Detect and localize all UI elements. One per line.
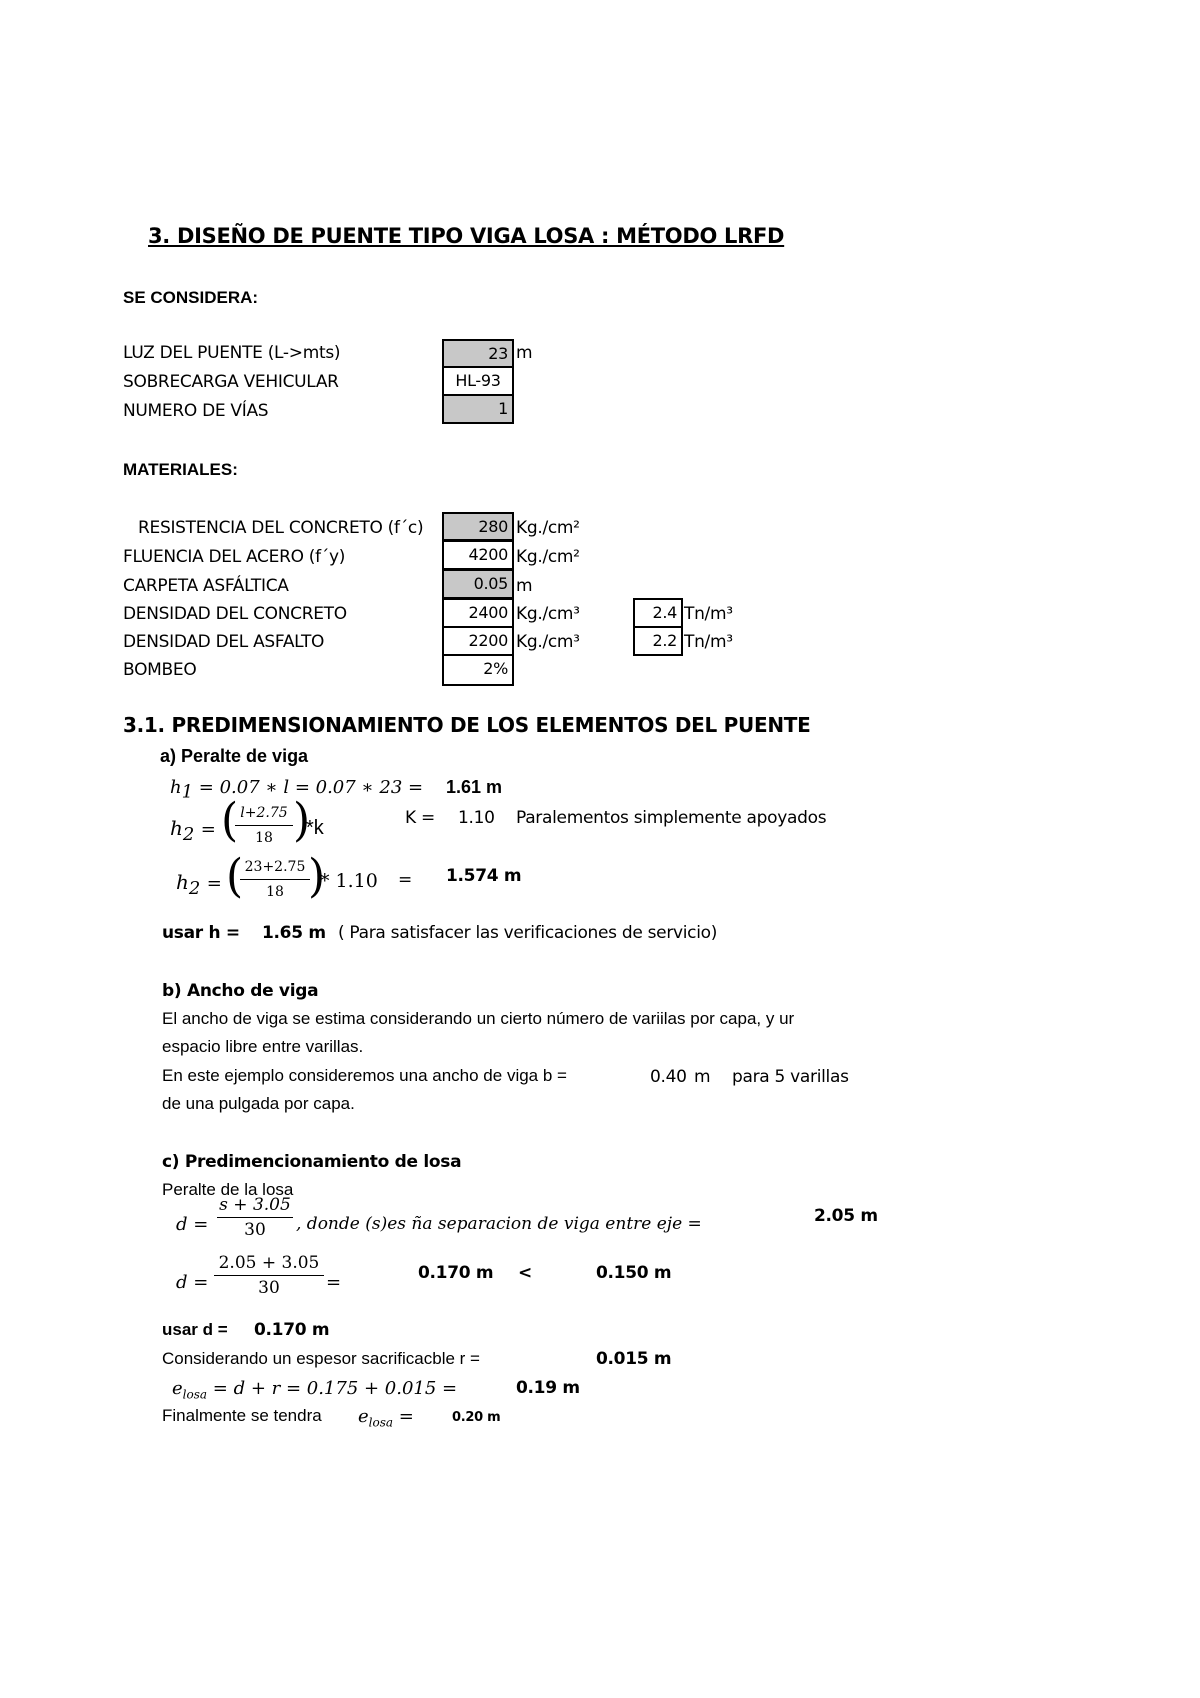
concreto-value-cell[interactable]: 280	[442, 512, 514, 541]
densidad-concreto-tn-cell[interactable]: 2.4	[633, 598, 683, 628]
usar-h-label: usar h =	[162, 923, 240, 943]
b-value: 0.40	[650, 1067, 687, 1087]
b-line3: En este ejemplo consideremos una ancho de viga b =	[162, 1066, 567, 1085]
h2-k: *k	[306, 817, 324, 839]
h2b-paren-right: )	[308, 849, 326, 904]
b-line1: El ancho de viga se estima considerando un cierto número de variilas por capa, y ur	[162, 1009, 795, 1028]
carpeta-value-cell[interactable]: 0.05	[442, 569, 514, 599]
final-value: 0.20 m	[452, 1410, 501, 1425]
k-value: 1.10	[458, 808, 495, 828]
c-heading: c) Predimencionamiento de losa	[162, 1152, 462, 1172]
h2b-eq: =	[398, 870, 412, 890]
bombeo-label: BOMBEO	[123, 660, 197, 680]
acero-unit: Kg./cm²	[516, 547, 580, 567]
concreto-label: RESISTENCIA DEL CONCRETO (f´c)	[138, 518, 424, 538]
usar-d-label: usar d =	[162, 1320, 228, 1339]
usar-d-value: 0.170 m	[254, 1320, 330, 1340]
carpeta-unit: m	[516, 576, 533, 596]
d1-value: 2.05 m	[814, 1206, 878, 1226]
final-e-losa: $e_{losa}$ =	[358, 1406, 414, 1430]
h2-paren-left: (	[221, 793, 239, 848]
section-31-heading: 3.1. PREDIMENSIONAMIENTO DE LOS ELEMENTOS DEL PUENTE	[123, 713, 811, 737]
a-heading: a) Peralte de viga	[160, 746, 309, 766]
densidad-asfalto-label: DENSIDAD DEL ASFALTO	[123, 632, 325, 652]
bombeo-value-cell[interactable]: 2%	[442, 654, 514, 686]
d2-compare: <	[518, 1263, 532, 1283]
k-note: Paralementos simplemente apoyados	[516, 808, 827, 828]
d2-eq: =	[326, 1272, 342, 1293]
h2b-result: 1.574 m	[446, 866, 522, 886]
carpeta-label: CARPETA ASFÁLTICA	[123, 576, 289, 596]
b-line4: de una pulgada por capa.	[162, 1094, 355, 1113]
d1-tail: , donde (s)es ña separacion de viga entre eje =	[296, 1214, 702, 1234]
b-heading: b) Ancho de viga	[162, 981, 319, 1001]
peralte-losa-label: Peralte de la losa	[162, 1180, 294, 1199]
luz-label: LUZ DEL PUENTE (L->mts)	[123, 343, 341, 363]
h2b-paren-left: (	[226, 849, 244, 904]
h1-formula: $h_1 = 0.07$ ∗ l = 0.07 ∗ 23 =	[170, 777, 424, 803]
acero-label: FLUENCIA DEL ACERO (f´y)	[123, 547, 346, 567]
acero-value-cell[interactable]: 4200	[442, 540, 514, 570]
densidad-asfalto-value-cell[interactable]: 2200	[442, 626, 514, 656]
usar-h-value: 1.65 m	[262, 923, 326, 943]
sobrecarga-label: SOBRECARGA VEHICULAR	[123, 372, 339, 392]
h2b-mult: * 1.10	[320, 870, 378, 892]
sacrificable-value: 0.015 m	[596, 1349, 672, 1369]
luz-value-cell[interactable]: 23	[442, 339, 514, 368]
e-losa-formula: $e_{losa} = d + r = 0.175 + 0.015$ =	[172, 1378, 458, 1402]
vias-value-cell[interactable]: 1	[442, 394, 514, 424]
h2-lhs: $h_2$ =	[170, 816, 216, 845]
b-line3-tail: para 5 varillas	[732, 1067, 849, 1087]
h2-paren-right: )	[293, 793, 311, 848]
densidad-concreto-tn-unit: Tn/m³	[684, 604, 733, 624]
densidad-concreto-value-cell[interactable]: 2400	[442, 598, 514, 628]
concreto-unit: Kg./cm²	[516, 518, 580, 538]
se-considera-heading: SE CONSIDERA:	[123, 288, 259, 307]
h2b-lhs: $h_2$ =	[176, 870, 222, 899]
h2-fraction: l+2.75 18	[235, 802, 293, 849]
densidad-asfalto-unit: Kg./cm³	[516, 632, 580, 652]
materiales-heading: MATERIALES:	[123, 460, 238, 479]
k-label: K =	[405, 808, 435, 828]
h2b-fraction: 23+2.75 18	[240, 856, 310, 903]
luz-unit: m	[516, 343, 533, 363]
sobrecarga-value-cell[interactable]: HL-93	[442, 366, 514, 396]
b-unit: m	[694, 1067, 711, 1087]
b-line2: espacio libre entre varillas.	[162, 1037, 364, 1056]
densidad-asfalto-tn-unit: Tn/m³	[684, 632, 733, 652]
sacrificable-label: Considerando un espesor sacrificacble r =	[162, 1349, 480, 1368]
d2-fraction: 2.05 + 3.05 30	[214, 1252, 324, 1299]
densidad-concreto-unit: Kg./cm³	[516, 604, 580, 624]
d2-lhs: d =	[176, 1272, 209, 1293]
d2-result: 0.170 m	[418, 1263, 494, 1283]
usar-h-note: ( Para satisfacer las verificaciones de servicio)	[338, 923, 718, 943]
vias-label: NUMERO DE VÍAS	[123, 401, 269, 421]
d2-limit: 0.150 m	[596, 1263, 672, 1283]
densidad-asfalto-tn-cell[interactable]: 2.2	[633, 626, 683, 656]
final-label: Finalmente se tendra	[162, 1406, 322, 1425]
h1-result: 1.61 m	[446, 777, 503, 797]
e-losa-result: 0.19 m	[516, 1378, 580, 1398]
d1-fraction: s + 3.05 30	[217, 1194, 293, 1241]
densidad-concreto-label: DENSIDAD DEL CONCRETO	[123, 604, 347, 624]
d1-lhs: d =	[176, 1214, 209, 1235]
page-title: 3. DISEÑO DE PUENTE TIPO VIGA LOSA : MÉTODO LRFD	[148, 224, 785, 248]
